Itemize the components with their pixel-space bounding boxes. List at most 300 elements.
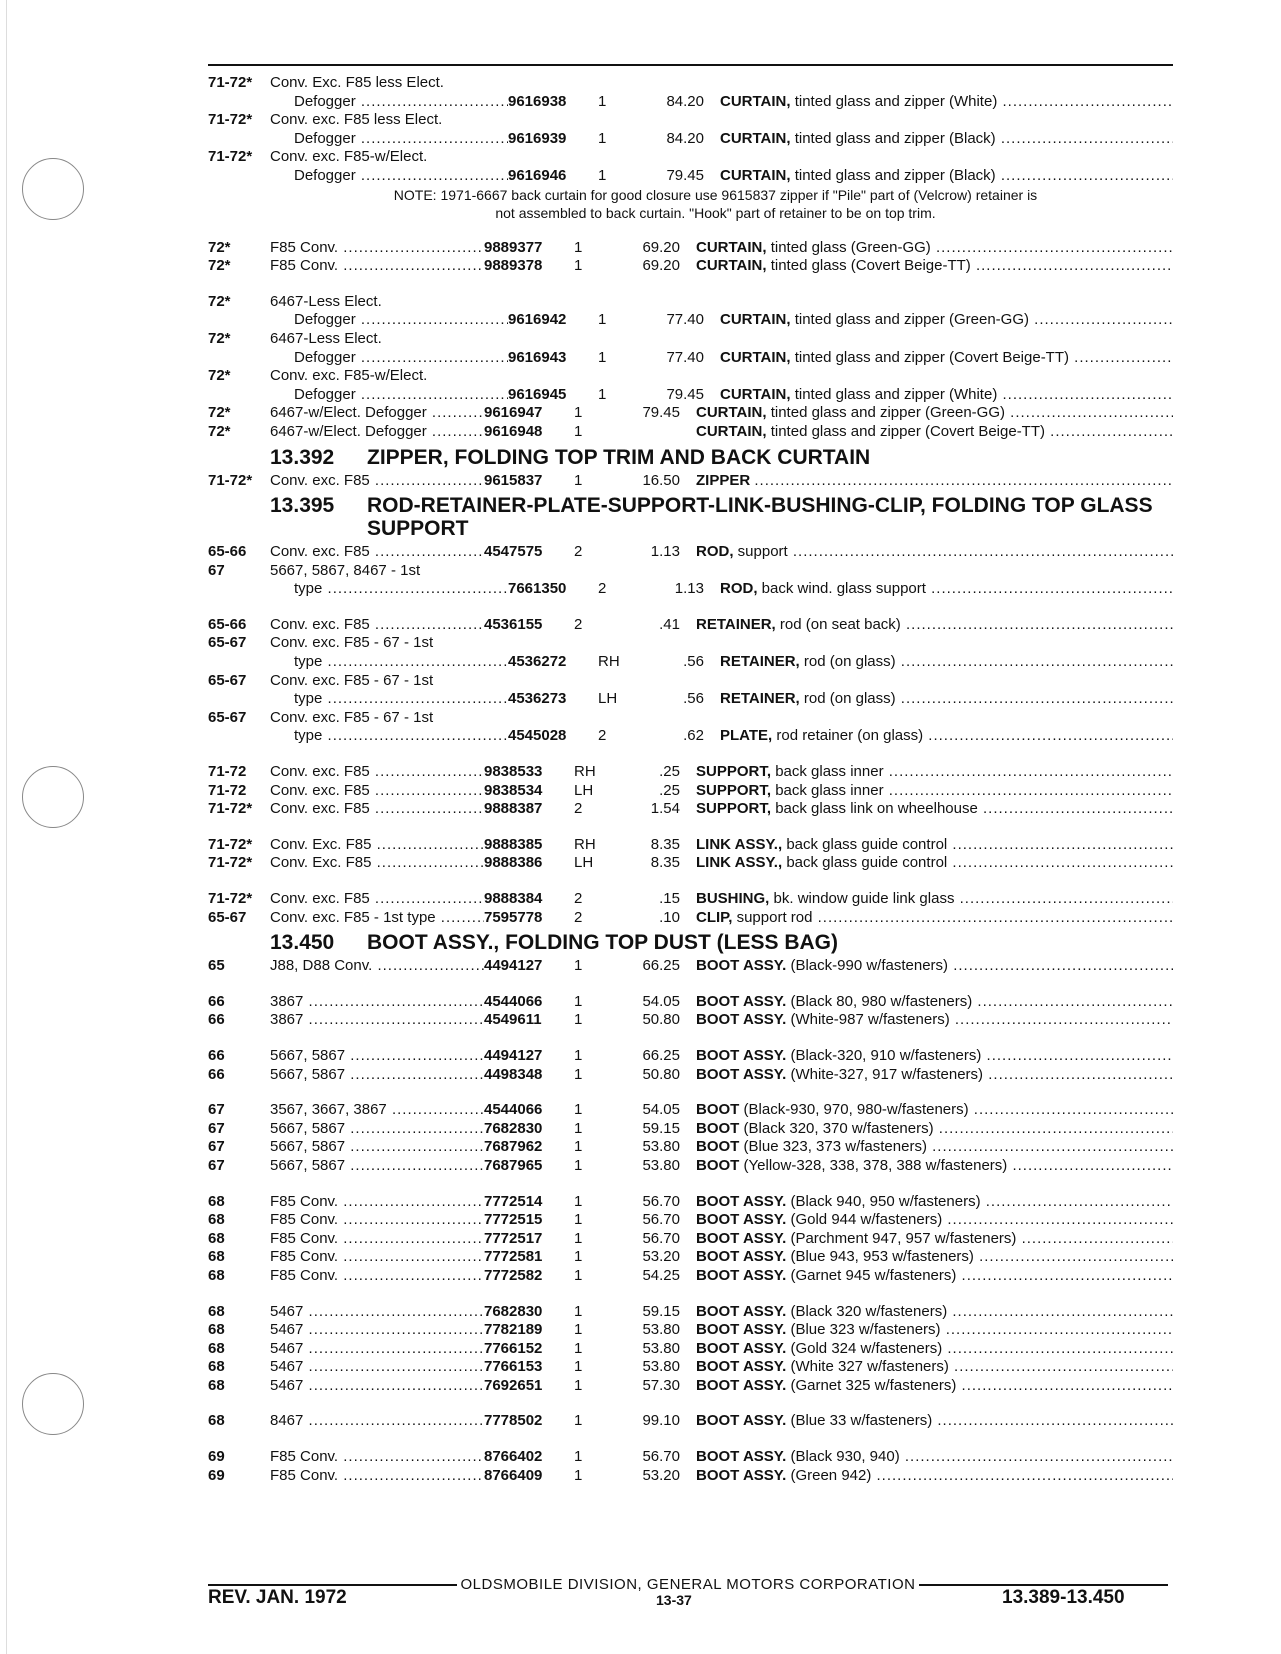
usage-text: 6467-w/Elect. Defogger .....: [270, 404, 484, 421]
model-year: 71-72: [208, 781, 247, 799]
quantity: 1: [574, 1266, 583, 1284]
description-text: [696, 1138, 1173, 1155]
model-year: 67: [208, 1138, 225, 1156]
description-head: BOOT ASSY.: [696, 1412, 787, 1430]
description-detail: (Black-320, 910 w/fasteners): [790, 1046, 982, 1064]
description-text: [696, 1358, 1173, 1375]
punch-hole-middle: [22, 766, 84, 828]
quantity: 2: [598, 727, 607, 745]
description-head: BOOT: [696, 1119, 740, 1137]
price: 1.54: [650, 800, 680, 818]
part-number: 9616946: [508, 166, 567, 184]
quantity: 1: [574, 1358, 583, 1376]
price: 59.15: [642, 1302, 680, 1320]
part-row-header: [208, 293, 1173, 312]
description-cell: [696, 1248, 1173, 1267]
part-row: [208, 543, 1173, 562]
usage-text: Conv. Exc. F85 .....: [270, 836, 484, 853]
description-cell: [696, 1303, 1173, 1322]
model-year: 71-72: [208, 763, 247, 781]
usage-cell: [270, 1467, 484, 1486]
quantity: 1: [598, 92, 607, 110]
quantity: 2: [574, 615, 583, 633]
part-number: 9616943: [508, 348, 567, 366]
description-text: [696, 1011, 1173, 1028]
description-cell: [696, 957, 1173, 976]
part-row: [208, 1211, 1173, 1230]
quantity: 1: [574, 992, 583, 1010]
price: 1.13: [650, 543, 680, 561]
description-text: [696, 957, 1173, 974]
usage-text: 5467 .....: [270, 1340, 484, 1357]
section-number: 13.450: [270, 931, 335, 955]
model-year: 65-67: [208, 671, 247, 689]
usage-cell: [270, 1211, 484, 1230]
part-row: [208, 167, 1173, 186]
usage-text: Conv. exc. F85 - 67 - 1st: [270, 708, 434, 726]
price: 53.80: [642, 1138, 680, 1156]
price: 53.20: [642, 1466, 680, 1484]
model-year: 65-67: [208, 708, 247, 726]
model-year: 66: [208, 1046, 225, 1064]
description-head: BOOT ASSY.: [696, 1302, 787, 1320]
part-row-header: [208, 672, 1173, 691]
description-head: RETAINER,: [696, 615, 776, 633]
part-number: 9616945: [508, 385, 567, 403]
description-text: [696, 472, 1173, 489]
group-gap: [208, 976, 1173, 993]
note-line-1: NOTE: 1971-6667 back curtain for good closure use 9615837 zipper if "Pile" part of (Velcrow) retainer is: [393, 186, 1038, 203]
quantity: 2: [598, 580, 607, 598]
description-head: BOOT ASSY.: [696, 1376, 787, 1394]
part-number: 7661350: [508, 580, 567, 598]
usage-text: F85 Conv. .....: [270, 257, 484, 274]
part-row: [208, 1101, 1173, 1120]
description-text: [720, 386, 1173, 403]
description-detail: (Gold 324 w/fasteners): [790, 1339, 943, 1357]
price: 16.50: [642, 471, 680, 489]
description-detail: (White 327 w/fasteners): [790, 1358, 949, 1376]
part-row: [208, 257, 1173, 276]
price: 54.05: [642, 1101, 680, 1119]
price: 77.40: [666, 311, 704, 329]
group-gap: [208, 1030, 1173, 1047]
usage-cell: [270, 1358, 484, 1377]
note-line-2: not assembled to back curtain. "Hook" part of retainer to be on top trim.: [495, 204, 936, 221]
model-year: 68: [208, 1339, 225, 1357]
description-head: SUPPORT,: [696, 763, 772, 781]
part-number: 9616938: [508, 92, 567, 110]
usage-text: Conv. exc. F85 - 67 - 1st: [270, 671, 434, 689]
quantity: RH: [598, 653, 620, 671]
quantity: 1: [574, 1065, 583, 1083]
description-detail: tinted glass and zipper (Black): [794, 129, 996, 147]
description-head: BOOT ASSY.: [696, 992, 787, 1010]
description-head: CLIP,: [696, 908, 733, 926]
description-detail: back glass inner: [775, 781, 884, 799]
description-detail: (Parchment 947, 957 w/fasteners): [790, 1229, 1017, 1247]
description-detail: (Black-990 w/fasteners): [790, 957, 949, 975]
part-row: [208, 580, 1173, 599]
usage-text: 3867 .....: [270, 1011, 484, 1028]
usage-text: 5467 .....: [270, 1358, 484, 1375]
model-year: 65-66: [208, 543, 247, 561]
description-head: CURTAIN,: [720, 129, 791, 147]
usage-cell: [270, 690, 508, 709]
usage-cell: [270, 311, 508, 330]
description-cell: [720, 653, 1173, 672]
description-detail: (Green 942): [790, 1466, 872, 1484]
usage-text: F85 Conv. .....: [270, 1267, 484, 1284]
part-number: 9616948: [484, 422, 543, 440]
usage-text: 5667, 5867 .....: [270, 1047, 484, 1064]
description-cell: [696, 1138, 1173, 1157]
usage-cell: [270, 167, 508, 186]
description-head: BOOT ASSY.: [696, 1229, 787, 1247]
description-detail: rod (on seat back): [779, 615, 901, 633]
description-detail: back glass link on wheelhouse: [775, 800, 978, 818]
price: .62: [683, 727, 704, 745]
part-row-header: [208, 634, 1173, 653]
usage-cell: [270, 257, 484, 276]
part-number: 8766402: [484, 1448, 543, 1466]
part-row: [208, 782, 1173, 801]
price: 69.20: [642, 238, 680, 256]
usage-text: 5667, 5867 .....: [270, 1138, 484, 1155]
part-number: 7682830: [484, 1302, 543, 1320]
usage-cell: [270, 653, 508, 672]
description-head: BOOT: [696, 1138, 740, 1156]
usage-cell: [270, 1303, 484, 1322]
model-year: 72*: [208, 238, 231, 256]
part-number: 4536272: [508, 653, 567, 671]
part-row: [208, 1340, 1173, 1359]
description-text: [696, 1157, 1173, 1174]
description-text: [696, 909, 1173, 926]
model-year: 71-72*: [208, 890, 253, 907]
description-head: LINK ASSY.,: [696, 854, 783, 872]
description-cell: [696, 1211, 1173, 1230]
model-year: 72*: [208, 422, 231, 440]
quantity: 1: [574, 1412, 583, 1430]
usage-cell: [270, 1230, 484, 1249]
description-detail: rod (on glass): [803, 690, 896, 708]
model-year: 68: [208, 1376, 225, 1394]
description-head: LINK ASSY.,: [696, 835, 783, 853]
part-row: [208, 1047, 1173, 1066]
model-year: 71-72*: [208, 800, 253, 818]
description-text: [696, 239, 1173, 256]
description-cell: [696, 1267, 1173, 1286]
description-detail: tinted glass and zipper (Green-GG): [794, 311, 1029, 329]
usage-text: Conv. exc. F85 - 1st type .....: [270, 909, 484, 926]
description-cell: [696, 782, 1173, 801]
usage-text: F85 Conv. .....: [270, 1467, 484, 1484]
price: .25: [659, 763, 680, 781]
price: 50.80: [642, 1065, 680, 1083]
model-year: 68: [208, 1302, 225, 1320]
footer-rule-right: [919, 1584, 1168, 1586]
usage-text: 5667, 5867, 8467 - 1st: [270, 561, 421, 579]
part-number: 9888387: [484, 800, 543, 818]
description-detail: (White-327, 917 w/fasteners): [790, 1065, 984, 1083]
footer-revision: REV. JAN. 1972: [208, 1587, 347, 1608]
description-detail: (Black 80, 980 w/fasteners): [790, 992, 973, 1010]
usage-text: 5667, 5867 .....: [270, 1066, 484, 1083]
price: 59.15: [642, 1119, 680, 1137]
description-detail: back glass inner: [775, 763, 884, 781]
punch-hole-top: [22, 158, 84, 220]
part-row-header: [208, 709, 1173, 728]
description-cell: [696, 1066, 1173, 1085]
description-detail: tinted glass (Covert Beige-TT): [770, 257, 971, 275]
usage-text: 3867 .....: [270, 993, 484, 1010]
description-cell: [696, 616, 1173, 635]
quantity: LH: [574, 781, 594, 799]
description-head: BOOT ASSY.: [696, 1192, 787, 1210]
usage-text: 5467 .....: [270, 1377, 484, 1394]
part-row: [208, 957, 1173, 976]
usage-text: Defogger .....: [294, 167, 508, 184]
price: 79.45: [666, 166, 704, 184]
model-year: 72*: [208, 329, 231, 347]
description-text: [696, 1377, 1173, 1394]
usage-cell: [270, 854, 484, 873]
group-gap: [208, 1176, 1173, 1193]
part-number: 4544066: [484, 1101, 543, 1119]
usage-cell: [270, 580, 508, 599]
usage-text: 5467 .....: [270, 1321, 484, 1338]
usage-cell: [270, 239, 484, 258]
description-cell: [696, 763, 1173, 782]
description-detail: (Blue 943, 953 w/fasteners): [790, 1248, 974, 1266]
description-cell: [720, 130, 1173, 149]
part-row: [208, 130, 1173, 149]
description-detail: back glass guide control: [786, 854, 948, 872]
description-text: [720, 167, 1173, 184]
part-row: [208, 763, 1173, 782]
description-detail: rod retainer (on glass): [776, 727, 924, 745]
model-year: 68: [208, 1211, 225, 1229]
description-head: CURTAIN,: [720, 166, 791, 184]
model-year: 72*: [208, 367, 231, 385]
description-text: [696, 1120, 1173, 1137]
price: 53.80: [642, 1156, 680, 1174]
description-detail: rod (on glass): [803, 653, 896, 671]
description-detail: (Blue 323, 373 w/fasteners): [743, 1138, 927, 1156]
usage-cell: [270, 472, 484, 491]
description-head: BOOT ASSY.: [696, 1266, 787, 1284]
description-cell: [696, 909, 1173, 928]
usage-cell: [270, 1011, 484, 1030]
description-text: [720, 653, 1173, 670]
description-text: [696, 1193, 1173, 1210]
description-cell: [696, 836, 1173, 855]
quantity: 1: [574, 257, 583, 275]
description-detail: (Garnet 325 w/fasteners): [790, 1376, 957, 1394]
description-head: CURTAIN,: [720, 311, 791, 329]
quantity: 1: [598, 129, 607, 147]
description-text: [696, 1066, 1173, 1083]
price: 53.20: [642, 1248, 680, 1266]
part-number: 8766409: [484, 1466, 543, 1484]
usage-text: 6467-Less Elect.: [270, 292, 382, 310]
description-detail: tinted glass and zipper (Black): [794, 166, 996, 184]
usage-text: Conv. exc. F85 less Elect.: [270, 111, 443, 129]
part-row: [208, 349, 1173, 368]
usage-text: 3567, 3667, 3867 .....: [270, 1101, 484, 1118]
quantity: 1: [574, 1011, 583, 1029]
usage-cell: [270, 800, 484, 819]
part-row: [208, 909, 1173, 928]
description-cell: [696, 1412, 1173, 1431]
description-head: RETAINER,: [720, 690, 800, 708]
part-row: [208, 1138, 1173, 1157]
usage-text: F85 Conv. .....: [270, 1248, 484, 1265]
description-text: [696, 616, 1173, 633]
quantity: 1: [574, 1211, 583, 1229]
usage-text: F85 Conv. .....: [270, 1230, 484, 1247]
price: 79.45: [666, 385, 704, 403]
quantity: 1: [574, 1466, 583, 1484]
quantity: 1: [574, 1376, 583, 1394]
model-year: 65-66: [208, 615, 247, 633]
part-row: [208, 836, 1173, 855]
model-year: 65: [208, 957, 225, 975]
page-edge-line: [6, 0, 7, 1654]
description-cell: [720, 727, 1173, 746]
section-number: 13.395: [270, 494, 335, 518]
price: 53.80: [642, 1339, 680, 1357]
price: 77.40: [666, 348, 704, 366]
usage-text: F85 Conv. .....: [270, 1193, 484, 1210]
usage-text: Defogger .....: [294, 93, 508, 110]
description-text: [696, 1230, 1173, 1247]
model-year: 71-72*: [208, 74, 253, 91]
quantity: 1: [574, 1339, 583, 1357]
usage-cell: [270, 1101, 484, 1120]
part-number: 7772581: [484, 1248, 543, 1266]
part-number: 9838533: [484, 763, 543, 781]
usage-cell: [270, 909, 484, 928]
description-cell: [696, 800, 1173, 819]
model-year: 65-67: [208, 634, 247, 652]
usage-cell: [270, 349, 508, 368]
description-text: [696, 836, 1173, 853]
usage-cell: [270, 1340, 484, 1359]
quantity: RH: [574, 763, 596, 781]
group-gap: [208, 1286, 1173, 1303]
part-row: [208, 1467, 1173, 1486]
description-text: [720, 311, 1173, 328]
section-heading: [208, 927, 1173, 957]
footer-page-number: 13-37: [656, 1592, 692, 1608]
description-cell: [720, 349, 1173, 368]
model-year: 67: [208, 1156, 225, 1174]
quantity: 1: [598, 311, 607, 329]
price: 69.20: [642, 257, 680, 275]
price: 79.45: [642, 404, 680, 422]
description-head: BOOT ASSY.: [696, 1248, 787, 1266]
part-number: 7778502: [484, 1412, 543, 1430]
description-head: BOOT ASSY.: [696, 1046, 787, 1064]
quantity: 1: [574, 1046, 583, 1064]
price: .56: [683, 653, 704, 671]
price: .25: [659, 781, 680, 799]
part-number: 9616939: [508, 129, 567, 147]
description-text: [696, 763, 1173, 780]
description-text: [696, 1448, 1173, 1465]
description-text: [720, 130, 1173, 147]
model-year: 68: [208, 1321, 225, 1339]
description-text: [696, 993, 1173, 1010]
part-row: [208, 1248, 1173, 1267]
model-year: 71-72*: [208, 835, 253, 853]
price: .10: [659, 908, 680, 926]
footer-rule-left: [208, 1584, 457, 1586]
description-head: CURTAIN,: [720, 92, 791, 110]
part-number: 7772514: [484, 1192, 543, 1210]
top-rule: [208, 64, 1173, 66]
usage-cell: [270, 1267, 484, 1286]
part-number: 7687962: [484, 1138, 543, 1156]
description-text: [720, 690, 1173, 707]
part-number: 7766152: [484, 1339, 543, 1357]
usage-text: 6467-Less Elect.: [270, 329, 382, 347]
description-cell: [720, 93, 1173, 112]
part-number: 7766153: [484, 1358, 543, 1376]
usage-cell: [270, 93, 508, 112]
description-cell: [696, 404, 1173, 423]
description-detail: (Garnet 945 w/fasteners): [790, 1266, 957, 1284]
part-row: [208, 1157, 1173, 1176]
description-detail: tinted glass and zipper (White): [794, 92, 998, 110]
usage-cell: [270, 1120, 484, 1139]
usage-text: Conv. exc. F85 .....: [270, 890, 484, 907]
description-head: SUPPORT,: [696, 781, 772, 799]
part-number: 4545028: [508, 727, 567, 745]
part-number: 9838534: [484, 781, 543, 799]
price: 8.35: [650, 835, 680, 853]
description-head: BOOT ASSY.: [696, 1466, 787, 1484]
usage-text: 5467 .....: [270, 1303, 484, 1320]
description-text: [696, 1101, 1173, 1118]
usage-cell: [270, 763, 484, 782]
description-head: ROD,: [720, 580, 758, 598]
model-year: 68: [208, 1412, 225, 1430]
part-number: 4547575: [484, 543, 543, 561]
usage-cell: [270, 1321, 484, 1340]
description-head: BOOT ASSY.: [696, 1065, 787, 1083]
part-row: [208, 1120, 1173, 1139]
part-row-header: [208, 148, 1173, 167]
description-head: BOOT ASSY.: [696, 1011, 787, 1029]
price: .41: [659, 615, 680, 633]
model-year: 67: [208, 1101, 225, 1119]
price: 54.25: [642, 1266, 680, 1284]
description-head: RETAINER,: [720, 653, 800, 671]
price: 8.35: [650, 854, 680, 872]
part-row-header: [208, 367, 1173, 386]
description-detail: tinted glass and zipper (Covert Beige-TT): [770, 422, 1046, 440]
description-cell: [720, 311, 1173, 330]
quantity: 1: [574, 1229, 583, 1247]
description-head: CURTAIN,: [720, 348, 791, 366]
price: 66.25: [642, 1046, 680, 1064]
group-gap: [208, 746, 1173, 763]
usage-text: type .....: [294, 653, 508, 670]
part-row: [208, 1358, 1173, 1377]
